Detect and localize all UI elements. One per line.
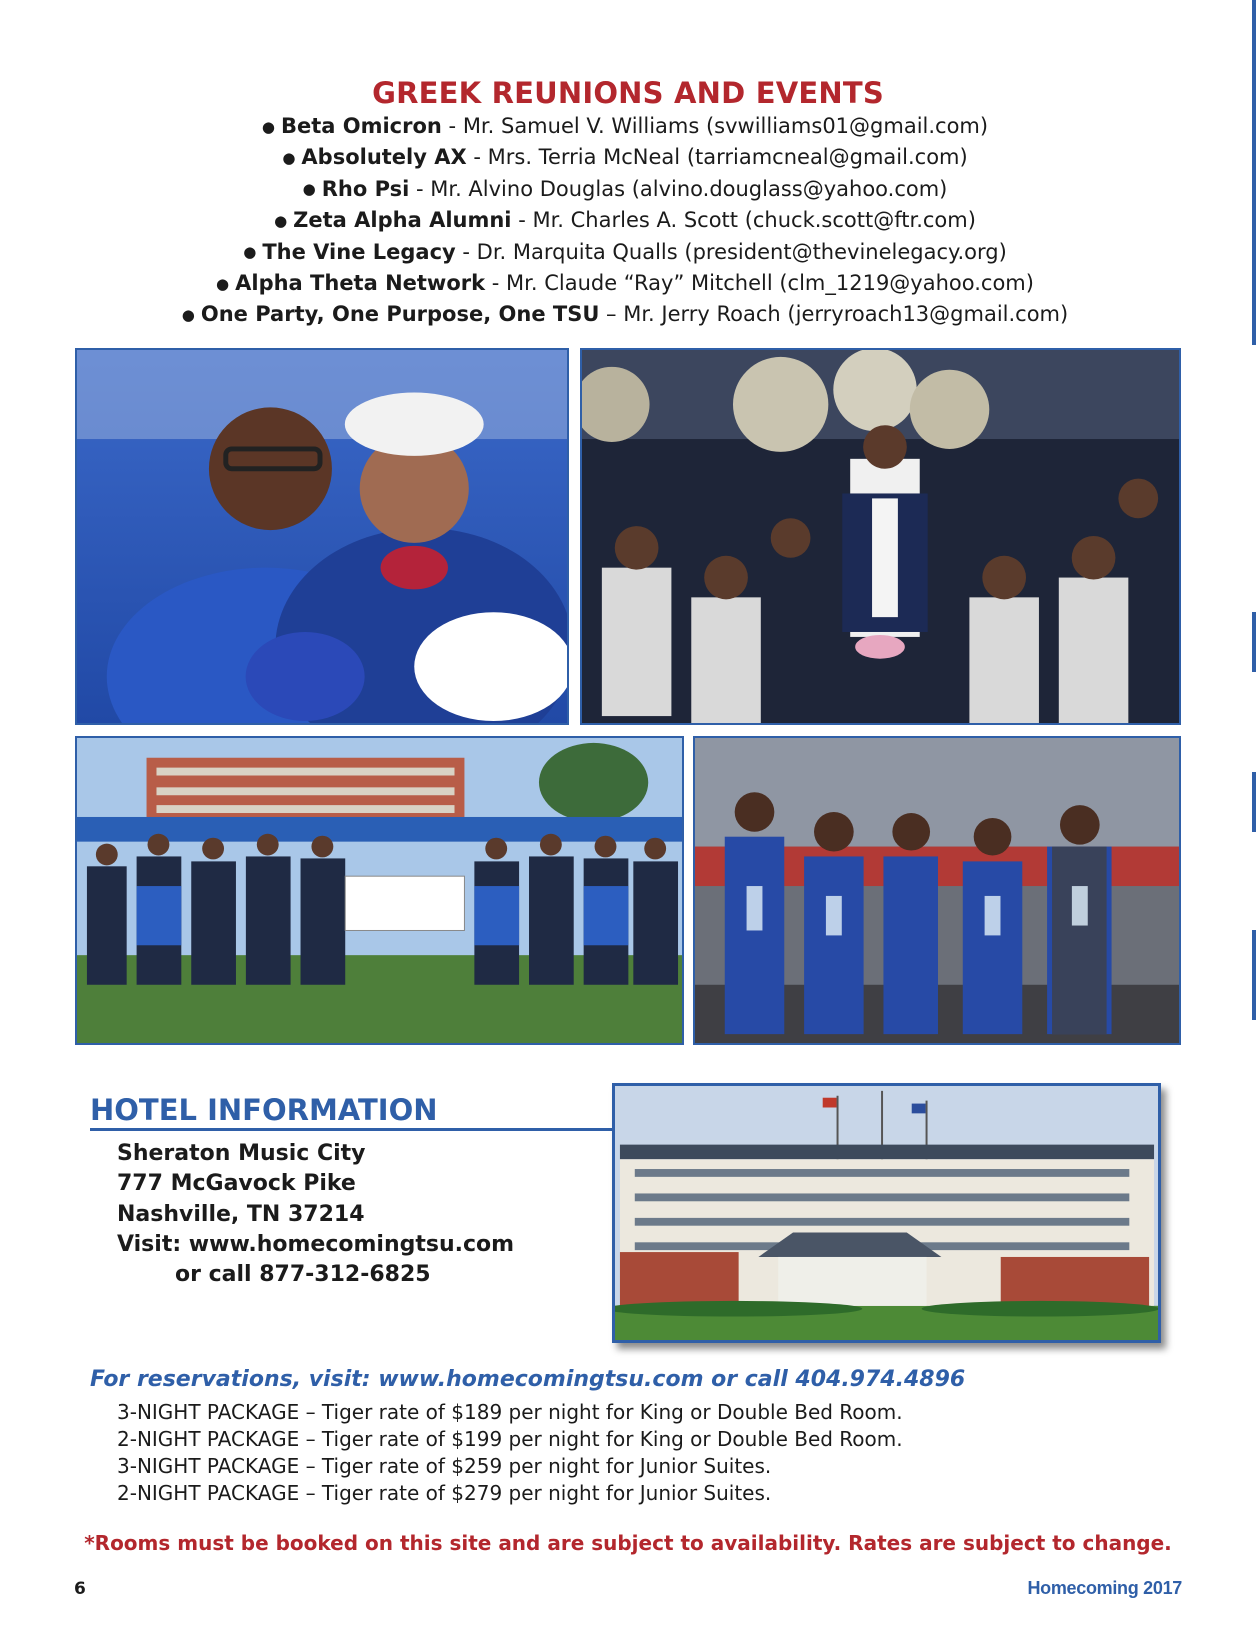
hotel-name: Sheraton Music City [117,1141,366,1166]
hotel-website-link[interactable]: Visit: www.homecomingtsu.com [117,1231,515,1257]
list-item: ● Zeta Alpha Alumni - Mr. Charles A. Scott (chuck.scott@ftr.com) [274,208,976,233]
hotel-street: 777 McGavock Pike [117,1171,356,1197]
page-edge-tab [1252,772,1256,832]
divider [90,1128,612,1131]
org-contact: Mr. Claude “Ray” Mitchell (clm_1219@yahoo.com) [506,270,1034,295]
list-item: 3-NIGHT PACKAGE – Tiger rate of $259 per night for Junior Suites. [117,1454,772,1478]
list-item: 3-NIGHT PACKAGE – Tiger rate of $189 per night for King or Double Bed Room. [117,1400,903,1424]
marching-band-photo [580,348,1181,725]
greek-contact-list [60,111,1190,331]
hotel-city: Nashville, TN 37214 [117,1201,365,1227]
bullet-icon: ● [261,117,275,136]
page-edge-tab [1252,0,1256,345]
list-item: ● The Vine Legacy - Dr. Marquita Qualls (president@thevinelegacy.org) [243,239,1007,264]
hotel-section-title: HOTEL INFORMATION [90,1093,438,1127]
org-contact: Dr. Marquita Qualls (president@thevinelegacy.org) [476,239,1007,264]
org-contact: Mr. Charles A. Scott (chuck.scott@ftr.com) [532,208,976,233]
org-contact: Mrs. Terria McNeal (tarriamcneal@gmail.com) [487,145,968,170]
org-name: Rho Psi [321,176,410,201]
list-item: ● Absolutely AX - Mrs. Terria McNeal (tarriamcneal@gmail.com) [282,145,968,170]
bullet-icon: ● [282,148,296,167]
org-name: Absolutely AX [301,145,467,170]
hotel-phone[interactable]: or call 877-312-6825 [175,1262,431,1288]
list-item: 2-NIGHT PACKAGE – Tiger rate of $199 per night for King or Double Bed Room. [117,1427,903,1451]
greek-section-title: GREEK REUNIONS AND EVENTS [372,76,884,110]
bullet-icon: ● [302,180,316,199]
page-number: 6 [74,1579,86,1599]
org-contact: Mr. Jerry Roach (jerryroach13@gmail.com) [623,302,1069,327]
bullet-icon: ● [243,243,257,262]
list-item: 2-NIGHT PACKAGE – Tiger rate of $279 per night for Junior Suites. [117,1481,772,1505]
footer-brand: Homecoming 2017 [1027,1578,1182,1598]
org-name: The Vine Legacy [262,239,456,264]
org-name: One Party, One Purpose, One TSU [200,302,600,327]
org-contact: Mr. Alvino Douglas (alvino.douglass@yahoo.com) [430,176,948,201]
org-contact: Mr. Samuel V. Williams (svwilliams01@gmail.com) [462,114,989,138]
hotel-photo [612,1083,1161,1343]
hotel-address-block [117,1139,514,1290]
org-name: Zeta Alpha Alumni [293,208,512,233]
check-presentation-photo [75,736,684,1045]
bullet-icon: ● [274,211,288,230]
list-item: ● Alpha Theta Network - Mr. Claude “Ray” Mitchell (clm_1219@yahoo.com) [216,270,1034,295]
org-name: Alpha Theta Network [235,270,486,295]
booking-disclaimer: *Rooms must be booked on this site and are subject to availability. Rates are subject to change. [84,1531,1172,1555]
bullet-icon: ● [216,274,230,293]
page-edge-tab [1252,930,1256,1020]
list-item: ● Beta Omicron - Mr. Samuel V. Williams (svwilliams01@gmail.com) [261,114,989,138]
reservations-line[interactable]: For reservations, visit: www.homecomingtsu.com or call 404.974.4896 [90,1367,966,1392]
bullet-icon: ● [181,305,195,324]
package-list [117,1399,903,1507]
list-item: ● Rho Psi - Mr. Alvino Douglas (alvino.douglass@yahoo.com) [302,176,948,201]
fans-photo [75,348,569,725]
org-name: Beta Omicron [280,114,442,138]
honorees-photo [693,736,1181,1045]
page-edge-tab [1252,612,1256,672]
list-item: ● One Party, One Purpose, One TSU – Mr. Jerry Roach (jerryroach13@gmail.com) [181,302,1069,327]
